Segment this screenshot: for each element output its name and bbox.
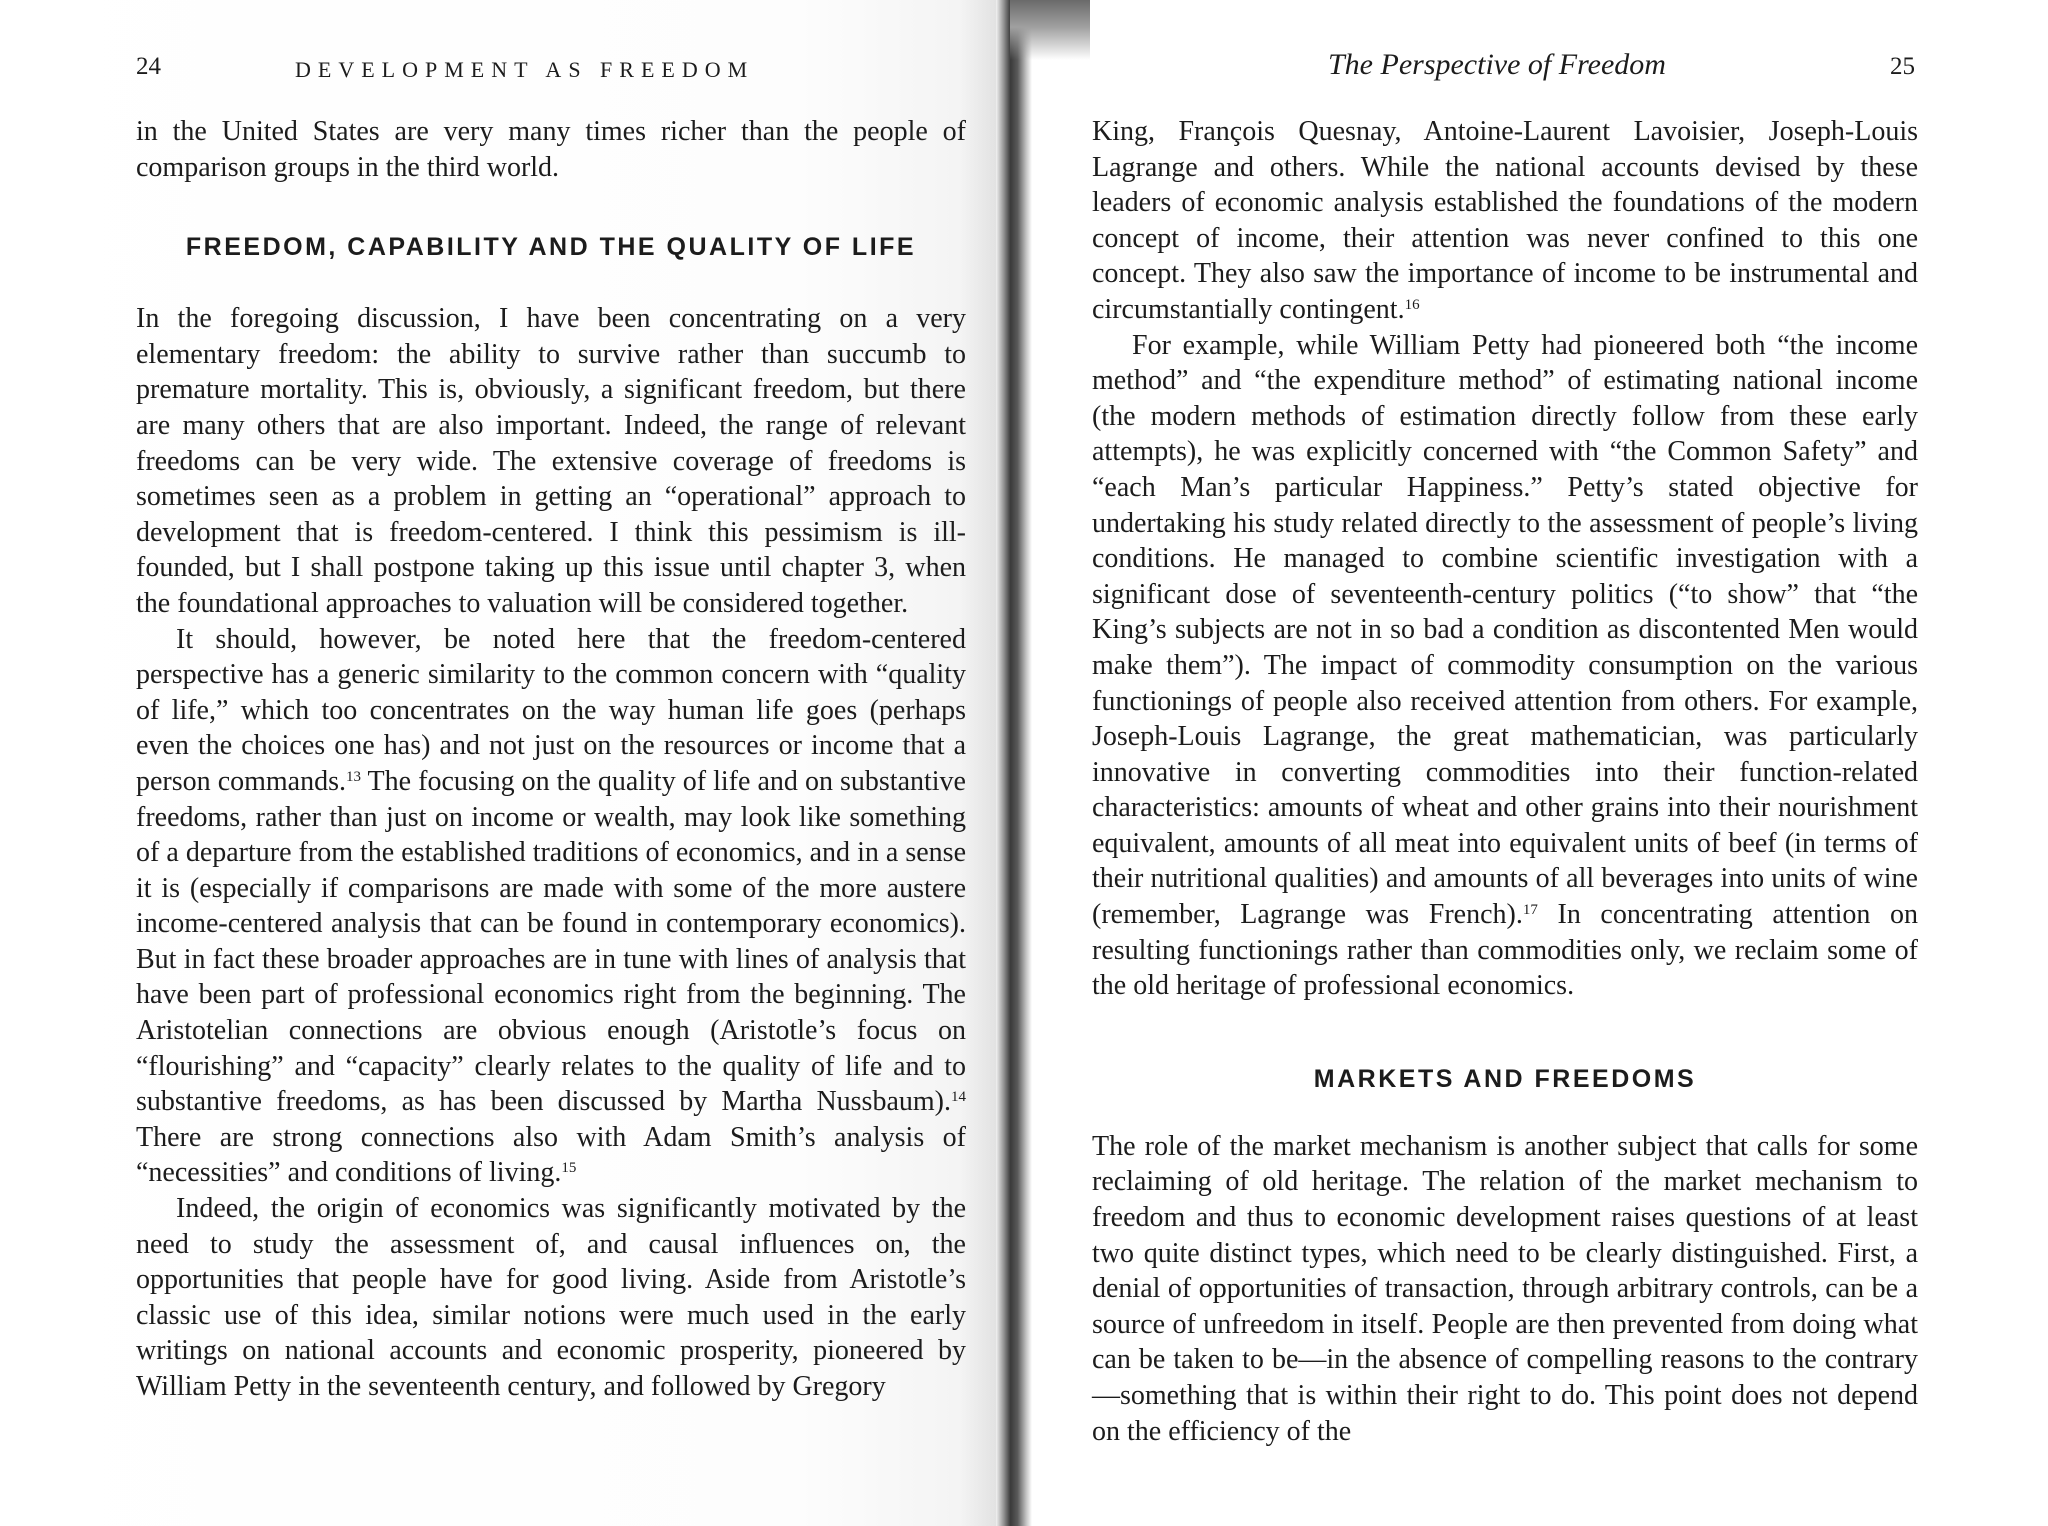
- paragraph: [1092, 328, 1918, 1004]
- running-head-right: The Perspective of Freedom: [1328, 48, 1666, 81]
- footnote-marker: 16: [1404, 296, 1420, 313]
- footnote-marker: 13: [346, 768, 362, 785]
- paragraph: In the foregoing discussion, I have been concentrating on a very elementary freedom: the ability to survive rather than succumb to premature mortality. This is, obviously, a significant freedom, but there are many others that are also important. Indeed, the range of relevant freedoms can be very wide. The extensive coverage of freedoms is sometimes seen as a problem in getting an “operational” approach to development that is freedom-centered. I think this pessimism is ill-founded, but I shall postpone taking up this issue until chapter 3, when the foundational approaches to valuation will be considered together.: [136, 303, 966, 619]
- paragraph-text: There are strong connections also with Adam Smith’s analysis of “necessities” and conditions of living.: [136, 1121, 966, 1189]
- paragraph-text: The focusing on the quality of life and on substantive freedoms, rather than just on income or wealth, may look like something of a departure from the established traditions of economics, and in a sense it is (especially if comparisons are made with some of the more austere income-centered analysis that can be found in contemporary economics). But in fact these broader approaches are in tune with lines of analysis that have been part of professional economics right from the beginning. The Aristotelian connections are obvious enough (Aristotle’s focus on “flourishing” and “capacity” clearly relates to the quality of life and to substantive freedoms, as has been discussed by Martha Nussbaum).: [136, 765, 966, 1118]
- paragraph: in the United States are very many times richer than the people of comparison groups in the third world.: [136, 116, 966, 183]
- paragraph: The role of the market mechanism is another subject that calls for some reclaiming of old heritage. The relation of the market mechanism to freedom and thus to economic development raises questions of at least two quite distinct types, which need to be clearly distinguished. First, a denial of opportunities of transaction, through arbitrary controls, can be a source of unfreedom in itself. People are then prevented from doing what can be taken to be—in the absence of compelling reasons to the contrary—something that is within their right to do. This point does not depend on the efficiency of the: [1092, 1130, 1918, 1447]
- section-heading: FREEDOM, CAPABILITY AND THE QUALITY OF LIFE: [185, 233, 917, 262]
- paragraph: Indeed, the origin of economics was significantly motivated by the need to study the assessment of, and causal influences on, the opportunities that people have for good living. Aside from Aristotle’s classic use of this idea, similar notions were much used in the early writings on national accounts and economic prosperity, pioneered by William Petty in the seventeenth century, and followed by Gregory: [136, 1193, 966, 1402]
- gutter-shadow: [1010, 0, 1090, 60]
- footnote-marker: 17: [1522, 902, 1538, 919]
- section-heading: MARKETS AND FREEDOMS: [1313, 1064, 1697, 1093]
- paragraph-text: In concentrating attention on resulting functionings rather than commodities only, we reclaim some of the old heritage of professional economics.: [1092, 899, 1919, 1002]
- left-page: [0, 0, 1000, 1526]
- paragraph: [1092, 114, 1918, 328]
- page-number-right: 25: [1890, 53, 1915, 80]
- paragraph-text: For example, while William Petty had pioneered both “the income method” and “the expenditure method” of estimating national income (the modern methods of estimation directly follow from these early attempts), he was explicitly concerned with “the Common Safety” and “each Man’s particular Happiness.” Petty’s stated objective for undertaking his study related directly to the assessment of people’s living conditions. He managed to combine scientific investigation with a significant dose of seventeenth-century politics (“to show” that “the King’s subjects are not in so bad a condition as discontented Men would make them”). The impact of commodity consumption on the various functionings of people also received attention from others. For example, Joseph-Louis Lagrange, the great mathematician, was particularly innovative in converting commodities into their function-related characteristics: amounts of wheat and other grains into their nourishment equivalent, amounts of all meat into equivalent units of beef (in terms of their nutritional qualities) and amounts of all beverages into units of wine (remember, Lagrange was French).: [1092, 329, 1918, 931]
- right-text-column: [1092, 114, 1918, 1449]
- paragraph: [136, 622, 966, 1192]
- page-number-left: 24: [136, 53, 161, 80]
- left-text-column: [136, 114, 966, 1405]
- right-page: [1000, 0, 2048, 1526]
- paragraph-text: It should, however, be noted here that the freedom-centered perspective has a generic similarity to the common concern with “quality of life,” which too concentrates on the way human life goes (perhaps even the choices one has) and not just on the resources or income that a person commands.: [136, 623, 966, 797]
- running-head-left: DEVELOPMENT AS FREEDOM: [295, 57, 755, 82]
- footnote-marker: 14: [951, 1089, 966, 1106]
- book-gutter: [996, 0, 1032, 1526]
- paragraph-text: King, François Quesnay, Antoine-Laurent Lavoisier, Joseph-Louis Lagrange and others. While the national accounts devised by these leaders of economic analysis established the foundations of the modern concept of income, their attention was never confined to this one concept. They also saw the importance of income to be instrumental and circumstantially contingent.: [1092, 116, 1918, 325]
- footnote-marker: 15: [561, 1160, 577, 1177]
